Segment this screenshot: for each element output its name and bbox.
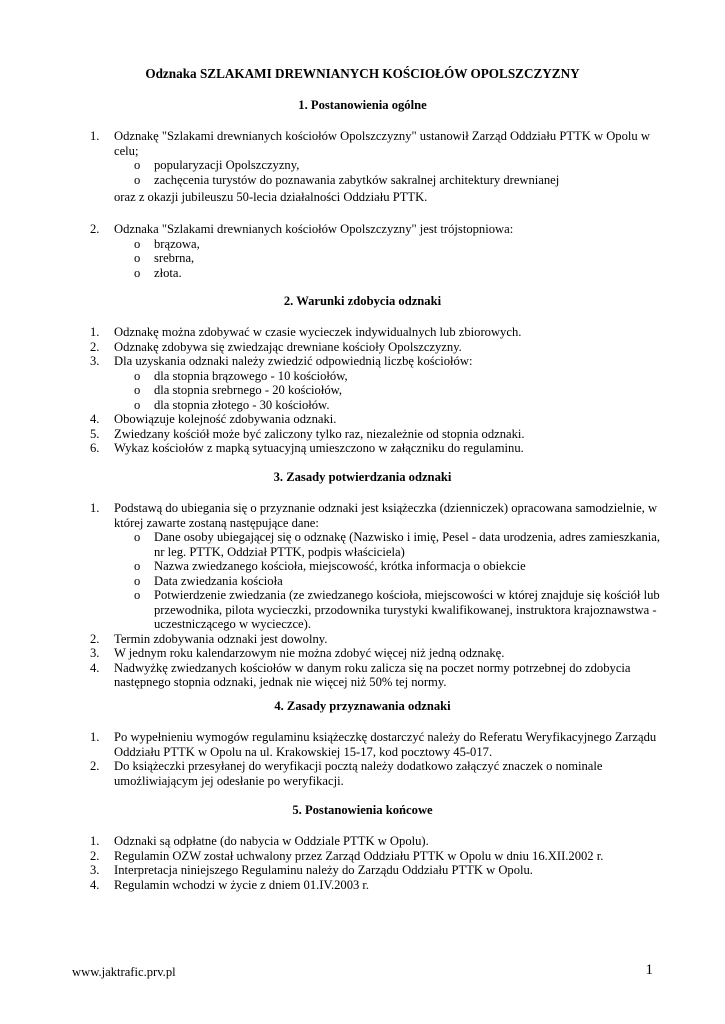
- section-1-paragraph: oraz z okazji jubileuszu 50-lecia działalności Oddziału PTTK.: [114, 190, 428, 204]
- item-number: 5.: [90, 426, 100, 441]
- bullet-icon: o: [134, 397, 141, 412]
- section-4-heading: 4. Zasady przyznawania odznaki: [274, 699, 451, 713]
- item-text: Odznaka "Szlakami drewnianych kościołów Opolszczyzny" jest trójstopniowa:: [114, 222, 514, 236]
- section-5-list: [90, 834, 670, 892]
- item-text: Do książeczki przesyłanej do weryfikacji pocztą należy dodatkowo załączyć znaczek o nominale umożliwiającym jej odesłanie po weryfikacji.: [114, 759, 603, 788]
- item-number: 2.: [90, 339, 100, 354]
- item-number: 2.: [90, 631, 100, 646]
- section-4-list: [90, 730, 670, 788]
- item-text: Termin zdobywania odznaki jest dowolny.: [114, 631, 328, 646]
- sub-item-text: Dane osoby ubiegającej się o odznakę (Nazwisko i imię, Pesel - data urodzenia, adres zamieszkania, nr leg. PTTK, Oddział PTTK, podpis właściciela): [154, 530, 661, 559]
- document-title: Odznaka SZLAKAMI DREWNIANYCH KOŚCIOŁÓW OPOLSZCZYZNY: [145, 66, 580, 81]
- section-2-list: [90, 325, 670, 456]
- item-text: Dla uzyskania odznaki należy zwiedzić odpowiednią liczbę kościołów:: [114, 354, 473, 368]
- bullet-icon: o: [134, 559, 141, 573]
- item-number: 1.: [90, 129, 100, 143]
- item-number: 4.: [90, 660, 100, 675]
- item-text: Odznakę zdobywa się zwiedzając drewniane kościoły Opolszczyzny.: [114, 339, 462, 354]
- sub-item-text: brązowa,: [154, 236, 200, 251]
- item-text: Odznakę "Szlakami drewnianych kościołów Opolszczyzny" ustanowił Zarząd Oddziału PTTK w Opolu w celu;: [114, 129, 650, 158]
- item-number: 3.: [90, 863, 100, 877]
- bullet-icon: o: [134, 158, 141, 172]
- bullet-icon: o: [134, 251, 141, 265]
- item-number: 3.: [90, 354, 100, 368]
- bullet-icon: o: [134, 383, 141, 397]
- bullet-icon: o: [134, 265, 141, 280]
- bullet-icon: o: [134, 236, 141, 251]
- item-text: Zwiedzany kościół może być zaliczony tylko raz, niezależnie od stopnia odznaki.: [114, 426, 525, 441]
- page-number: 1: [645, 962, 653, 978]
- sub-item-text: srebrna,: [154, 251, 195, 265]
- bullet-icon: o: [134, 588, 141, 602]
- sub-item-text: dla stopnia złotego - 30 kościołów.: [154, 397, 330, 412]
- item-text: Odznakę można zdobywać w czasie wycieczek indywidualnych lub zbiorowych.: [114, 325, 522, 339]
- sub-item-text: Data zwiedzania kościoła: [154, 573, 283, 588]
- footer-url: www.jaktrafic.prv.pl: [72, 965, 176, 979]
- item-text: Interpretacja niniejszego Regulaminu należy do Zarządu Oddziału PTTK w Opolu.: [114, 863, 533, 877]
- section-1-item-2: [90, 222, 670, 280]
- item-text: Obowiązuje kolejność zdobywania odznaki.: [114, 412, 337, 426]
- item-number: 2.: [90, 222, 100, 236]
- bullet-icon: o: [134, 573, 141, 588]
- item-text: Odznaki są odpłatne (do nabycia w Oddziale PTTK w Opolu).: [114, 834, 429, 848]
- item-number: 4.: [90, 412, 100, 426]
- sub-item-text: Potwierdzenie zwiedzania (ze zwiedzanego kościoła, miejscowości w której znajduje się kościół lub przewodnika, pilota wycieczki, przodownika turystyki kwalifikowanej, instruktora krajoznawstwa - uczestniczącego w wycieczce).: [154, 588, 660, 631]
- item-number: 6.: [90, 441, 100, 455]
- item-text: Po wypełnieniu wymogów regulaminu książeczkę dostarczyć należy do Referatu Weryfikacyjnego Zarządu Oddziału PTTK w Opolu na ul. Krakowskiej 15-17, kod pocztowy 45-017.: [114, 730, 657, 759]
- sub-item-text: dla stopnia srebrnego - 20 kościołów,: [154, 383, 343, 397]
- item-text: Regulamin OZW został uchwalony przez Zarząd Oddziału PTTK w Opolu w dniu 16.XII.2002 r.: [114, 848, 604, 863]
- sub-item-text: złota.: [154, 265, 182, 280]
- item-text: W jednym roku kalendarzowym nie można zdobyć więcej niż jedną odznakę.: [114, 646, 505, 660]
- item-number: 4.: [90, 877, 100, 892]
- section-2-heading: 2. Warunki zdobycia odznaki: [283, 294, 442, 308]
- bullet-icon: o: [134, 368, 141, 383]
- sub-item-text: dla stopnia brązowego - 10 kościołów,: [154, 368, 348, 383]
- section-1-heading: 1. Postanowienia ogólne: [298, 98, 427, 112]
- item-text: Nadwyżkę zwiedzanych kościołów w danym roku zalicza się na poczet normy potrzebnej do zdobycia następnego stopnia odznaki, jednak nie więcej niż 50% tej normy.: [114, 660, 631, 689]
- section-1-item-1: [90, 129, 670, 187]
- item-text: Wykaz kościołów z mapką sytuacyjną umieszczono w załączniku do regulaminu.: [114, 441, 524, 455]
- sub-item-text: zachęcenia turystów do poznawania zabytków sakralnej architektury drewnianej: [154, 172, 560, 187]
- section-3-heading: 3. Zasady potwierdzania odznaki: [273, 470, 452, 484]
- item-text: Regulamin wchodzi w życie z dniem 01.IV.2003 r.: [114, 877, 370, 892]
- bullet-icon: o: [134, 172, 141, 187]
- item-text: Podstawą do ubiegania się o przyznanie odznaki jest książeczka (dzienniczek) opracowana samodzielnie, w której zawarte zostaną następujące dane:: [114, 501, 658, 530]
- item-number: 1.: [90, 730, 100, 744]
- item-number: 1.: [90, 501, 100, 515]
- bullet-icon: o: [134, 530, 141, 544]
- item-number: 2.: [90, 848, 100, 863]
- item-number: 1.: [90, 834, 100, 848]
- section-5-heading: 5. Postanowienia końcowe: [292, 803, 433, 817]
- item-number: 3.: [90, 646, 100, 660]
- item-number: 1.: [90, 325, 100, 339]
- sub-item-text: Nazwa zwiedzanego kościoła, miejscowość, krótka informacja o obiekcie: [154, 559, 526, 573]
- sub-item-text: popularyzacji Opolszczyzny,: [154, 158, 300, 172]
- item-number: 2.: [90, 759, 100, 773]
- section-3-list: [90, 501, 670, 690]
